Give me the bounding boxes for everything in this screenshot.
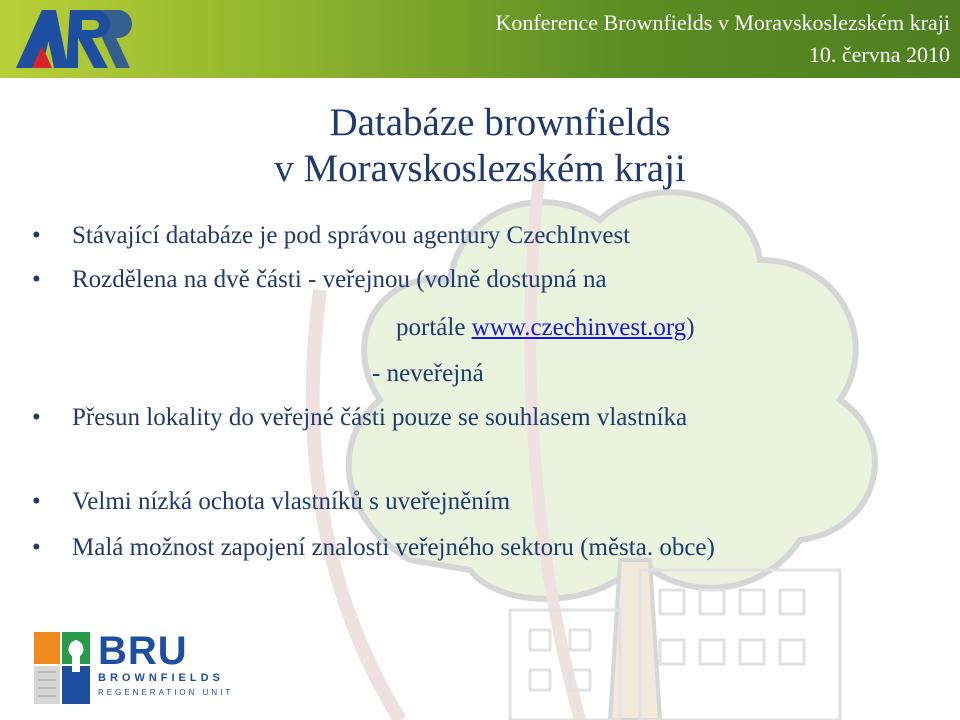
portal-text: portále xyxy=(396,314,472,341)
bru-logo xyxy=(32,628,232,708)
title-line-1: Databáze brownfields xyxy=(329,101,671,144)
bullet-item: • Rozdělena na dvě části - veřejnou (volně dostupná na xyxy=(72,262,832,298)
bullet-continuation-private: - neveřejná xyxy=(372,360,484,387)
bullet-item: • Stávající databáze je pod správou agentury CzechInvest xyxy=(72,218,832,254)
bru-name: BRU xyxy=(98,629,188,673)
czechinvest-link[interactable]: www.czechinvest.org xyxy=(471,314,687,341)
bullet-item: • Malá možnost zapojení znalosti veřejného sektoru (města. obce) xyxy=(72,530,832,566)
bru-emblem-icon xyxy=(32,628,94,708)
bru-tagline: REGENERATION UNIT xyxy=(98,688,234,697)
bullet-continuation xyxy=(396,310,695,346)
title-line-2: v Moravskoslezském kraji xyxy=(274,147,686,190)
bullet-item: • Přesun lokality do veřejné části pouze se souhlasem vlastníka xyxy=(72,400,832,436)
conference-date: 10. června 2010 xyxy=(808,42,950,67)
bru-subtitle: BROWNFIELDS xyxy=(98,672,224,684)
closing-paren: ) xyxy=(686,314,695,341)
bullet-item: • Velmi nízká ochota vlastníků s uveřejněním xyxy=(72,484,832,520)
conference-title: Konference Brownfields v Moravskoslezském kraji xyxy=(495,10,950,35)
